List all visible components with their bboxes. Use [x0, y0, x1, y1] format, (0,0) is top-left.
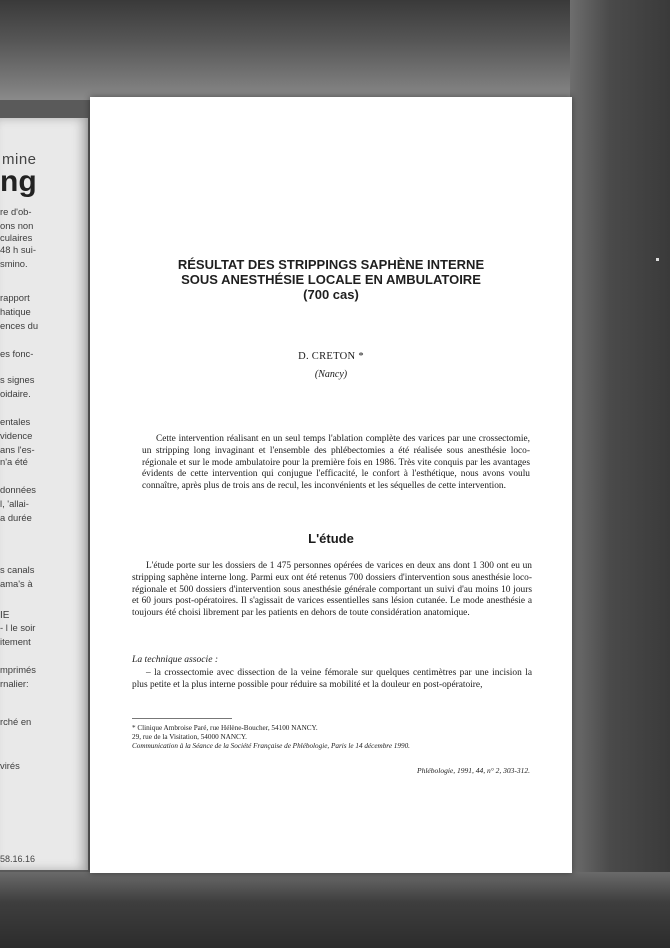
journal-citation: Phlébologie, 1991, 44, n° 2, 303-312. — [417, 766, 530, 775]
previous-page-text-fragment: virés — [0, 760, 20, 771]
previous-page-text-fragment: es fonc- — [0, 348, 34, 359]
abstract-text: Cette intervention réalisant en un seul temps l'ablation complète des varices par une crossectomie, un stripping long invaginant et l'ensemble des phlébectomies a été réalisée sous anesthésie loco-régionale et sur le mode ambulatoire pour la première fois en 1986. Très vite conquis par les avantages évidents de cette intervention qui conjugue l'efficacité, le confort à l'esthétique, nous avons voulu connaître, après plus de trois ans de recul, les inconvénients et les séquelles de cette intervention. — [142, 434, 530, 492]
previous-page-text-fragment: rapport — [0, 292, 30, 303]
footnote-rule — [132, 718, 232, 719]
previous-page-text-fragment: re d'ob- — [0, 206, 32, 217]
previous-page-header-big: ng — [0, 165, 37, 198]
previous-page-text-fragment: oidaire. — [0, 388, 31, 399]
previous-page-text-fragment: ans l'es- — [0, 444, 35, 455]
previous-page-text-fragment: rnalier: — [0, 678, 29, 689]
previous-page-text-fragment: 48 h sui- — [0, 244, 36, 255]
body-paragraph-1 — [132, 561, 532, 620]
previous-page-text-fragment: hatique — [0, 306, 31, 317]
body-paragraph-2 — [132, 668, 532, 692]
section-heading: L'étude — [308, 531, 354, 546]
previous-page-text-fragment: données — [0, 484, 36, 495]
previous-page-header — [0, 151, 37, 196]
previous-page-text-fragment: ences du — [0, 320, 39, 331]
previous-page-text-fragment: mprimés — [0, 664, 36, 675]
footnote: * Clinique Ambroise Paré, rue Hélène-Boucher, 54100 NANCY. — [132, 724, 318, 732]
previous-page-text-fragment: ons non — [0, 220, 34, 231]
article-title-line: SOUS ANESTHÉSIE LOCALE EN AMBULATOIRE — [181, 272, 481, 287]
previous-page-text-fragment: a durée — [0, 512, 32, 523]
previous-page-header-top: mine — [2, 151, 37, 168]
previous-page-phone: 58.16.16 — [0, 854, 36, 864]
previous-page-text-fragment: ama's à — [0, 578, 33, 589]
footnotes — [132, 724, 532, 752]
previous-page-text-fragment: smino. — [0, 258, 28, 269]
previous-page-text-fragment: entales — [0, 416, 31, 427]
previous-page-text-fragment: rché en — [0, 716, 32, 727]
previous-page-text-fragment: l, 'allai- — [0, 498, 29, 509]
previous-page-text-fragment: n'a été — [0, 456, 28, 467]
abstract — [142, 434, 530, 493]
paragraph-text: L'étude porte sur les dossiers de 1 475 personnes opérées de varices en deux ans dont 1 300 ont eu un stripping saphène interne long. Parmi eux ont été retenus 700 dossiers d'intervention sous anesthésie loco-régionale et 500 dossiers d'intervention sous anesthésie générale comportant un suivi d'au moins 10 jours et 60 jours post-opératoires. Il s'agissait de varices essentielles sans lésion cutanée. Le mode anesthésie a toujours été choisi librement par les patients en dehors de toute considération anatomique. — [132, 561, 532, 619]
previous-page-edge — [0, 118, 88, 870]
author-affiliation: (Nancy) — [314, 369, 348, 380]
previous-page-text-fragment: culaires — [0, 232, 33, 243]
article-title-line: RÉSULTAT DES STRIPPINGS SAPHÈNE INTERNE — [177, 257, 485, 272]
author-name: D. CRETON * — [298, 351, 364, 362]
scan-speck — [656, 258, 659, 261]
footnote-communication: Communication à la Séance de la Société Française de Phlébologie, Paris le 14 décembre 1990. — [132, 742, 410, 751]
previous-page-text-fragment: - l le soir — [0, 622, 36, 633]
article-page — [90, 97, 572, 873]
paragraph-text: – la crossectomie avec dissection de la veine fémorale sur quelques centimètres par une incision la plus petite et la plus interne possible pour réduire sa mobilité et la douleur en post-opératoire, — [132, 668, 532, 690]
scan-border-bottom — [0, 872, 670, 948]
previous-page-text-fragment: vidence — [0, 430, 33, 441]
previous-page-text-fragment: s canals — [0, 564, 35, 575]
previous-page-text-fragment: IE — [0, 610, 10, 621]
article-title — [90, 257, 572, 302]
scan-border-right — [570, 0, 670, 948]
article-title-line: (700 cas) — [303, 287, 359, 302]
footnote: 29, rue de la Visitation, 54000 NANCY. — [132, 733, 247, 742]
previous-page-text-fragment: itement — [0, 636, 31, 647]
previous-page-text-fragment: s signes — [0, 374, 35, 385]
technique-subheading: La technique associe : — [132, 654, 219, 665]
